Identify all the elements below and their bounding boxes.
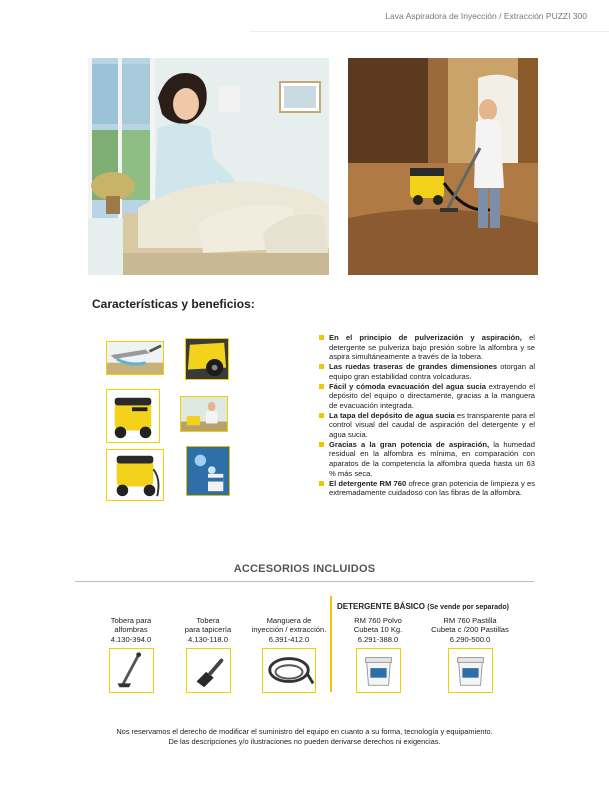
detergent-note: (Se vende por separado) xyxy=(427,604,509,611)
detergent-name-line1: RM 760 Pastilla xyxy=(443,616,497,625)
legal-footer-line1: Nos reservamos el derecho de modificar el suministro del equipo en cuanto a su forma, tecnología y equipamiento. xyxy=(116,727,493,736)
detergent-code: 6.291-388.0 xyxy=(357,634,399,644)
detergent-title xyxy=(337,602,509,611)
detergent-powder xyxy=(343,616,413,693)
feature-item: El detergente RM 760 ofrece gran potencia de limpieza y es extremadamente cuidadoso con las fibras de la alfombra. xyxy=(319,479,535,498)
accessory-code: 6.391-412.0 xyxy=(268,634,310,644)
legal-footer-line2: De las descripciones y/o ilustraciones no pueden derivarse derechos ni exigencias. xyxy=(168,736,441,746)
header-divider xyxy=(250,31,609,32)
features-section-title: Características y beneficios: xyxy=(92,297,255,311)
feature-item: Gracias a la gran potencia de aspiración, la humedad residual en la alfombra es mínima, en comparación con aparatos de la competencia la alfombra queda hasta un 63 % más seca. xyxy=(319,440,535,479)
carpet-nozzle-icon xyxy=(109,648,154,693)
accessory-upholstery-nozzle xyxy=(173,616,243,693)
bullet-square-icon xyxy=(319,335,324,340)
accessory-name-line1: Tobera para xyxy=(110,616,152,625)
accessory-name-line2: inyección / extracción. xyxy=(251,625,327,635)
detergent-bucket-icon xyxy=(448,648,493,693)
thumb-puzzi-unit xyxy=(106,389,160,443)
detergent-name-line2: Cubeta 10 Kg. xyxy=(353,625,403,635)
detergent-name-line1: RM 760 Polvo xyxy=(354,616,402,625)
accessory-name-line1: Tobera xyxy=(196,616,220,625)
bullet-square-icon xyxy=(319,442,324,447)
detergent-code: 6.290-500.0 xyxy=(449,634,491,644)
feature-item: Las ruedas traseras de grandes dimensiones otorgan al equipo gran estabilidad contra volcaduras. xyxy=(319,362,535,381)
detergent-title-text: DETERGENTE BÁSICO xyxy=(337,602,426,611)
thumb-transparent-lid xyxy=(180,396,228,432)
feature-item: En el principio de pulverización y aspiración, el detergente se pulveriza bajo presión sobre la alfombra y se aspira simultáneamente a través de la tobera. xyxy=(319,333,535,362)
feature-item: La tapa del depósito de agua sucia es transparente para el control visual del caudal de aspiración del detergente y el agua sucia. xyxy=(319,411,535,440)
accessories-title: ACCESORIOS INCLUIDOS xyxy=(233,563,376,575)
accessory-carpet-nozzle xyxy=(96,616,166,693)
features-list xyxy=(319,333,535,498)
accessory-name-line2: alfombras xyxy=(114,625,148,635)
accessories-divider xyxy=(75,581,534,582)
thumb-suction-power xyxy=(106,449,164,501)
detergent-bucket-icon xyxy=(356,648,401,693)
accessory-code: 4.130-118.0 xyxy=(188,634,228,644)
thumb-rear-wheels xyxy=(185,338,229,380)
photo-woman-cleaning-sofa xyxy=(88,58,329,275)
bullet-square-icon xyxy=(319,413,324,418)
hose-icon xyxy=(262,648,316,693)
page-header-title: Lava Aspiradora de Inyección / Extracción PUZZI 300 xyxy=(385,11,587,21)
feature-item: Fácil y cómoda evacuación del agua sucia extrayendo el depósito del equipo o directamente, gracias a la manguera de evacuación integrada. xyxy=(319,382,535,411)
detergent-name-line2: Cubeta c /200 Pastillas xyxy=(431,625,509,635)
accessory-code: 4.130-394.0 xyxy=(110,634,152,644)
detergent-tablets xyxy=(424,616,516,693)
accessory-hose xyxy=(244,616,334,693)
bullet-square-icon xyxy=(319,384,324,389)
thumb-rm760-detergent xyxy=(186,446,230,496)
bullet-square-icon xyxy=(319,364,324,369)
accessory-name-line2: para tapicería xyxy=(184,625,232,635)
legal-footer xyxy=(0,727,609,746)
bullet-square-icon xyxy=(319,481,324,486)
accessory-name-line1: Manguera de xyxy=(266,616,312,625)
thumb-spray-extraction xyxy=(106,341,164,375)
photo-man-cleaning-carpet xyxy=(348,58,538,275)
upholstery-nozzle-icon xyxy=(186,648,231,693)
